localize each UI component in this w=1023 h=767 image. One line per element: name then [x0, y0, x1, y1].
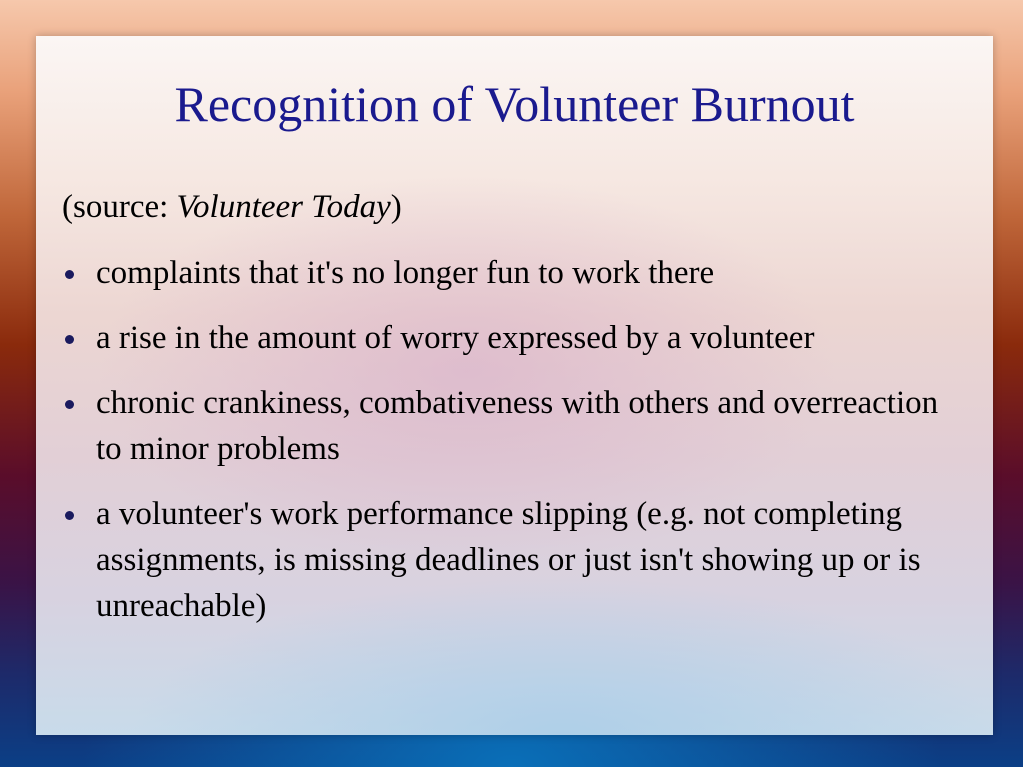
bullet-text: chronic crankiness, combativeness with others and overreaction to minor problems — [96, 385, 939, 467]
bullet-dot-icon — [65, 270, 74, 279]
bullet-text: complaints that it's no longer fun to work there — [96, 255, 715, 291]
bullet-item — [62, 315, 967, 361]
source-prefix: (source: — [62, 189, 177, 225]
bullet-dot-icon — [65, 511, 74, 520]
slide-title: Recognition of Volunteer Burnout — [174, 76, 855, 132]
bullet-dot-icon — [65, 400, 74, 409]
bullet-dot-icon — [65, 335, 74, 344]
bullet-list — [62, 250, 967, 648]
bullet-item — [62, 250, 967, 296]
source-suffix: ) — [390, 189, 402, 225]
bullet-text: a volunteer's work performance slipping (e.g. not completing assignments, is missing deadlines or just isn't showing up or is unreachable) — [96, 496, 921, 624]
source-publication: Volunteer Today — [176, 189, 391, 225]
slide-panel — [36, 36, 993, 735]
bullet-text: a rise in the amount of worry expressed by a volunteer — [96, 320, 815, 356]
bullet-item — [62, 491, 967, 629]
bullet-item — [62, 380, 967, 472]
source-citation — [62, 186, 402, 228]
